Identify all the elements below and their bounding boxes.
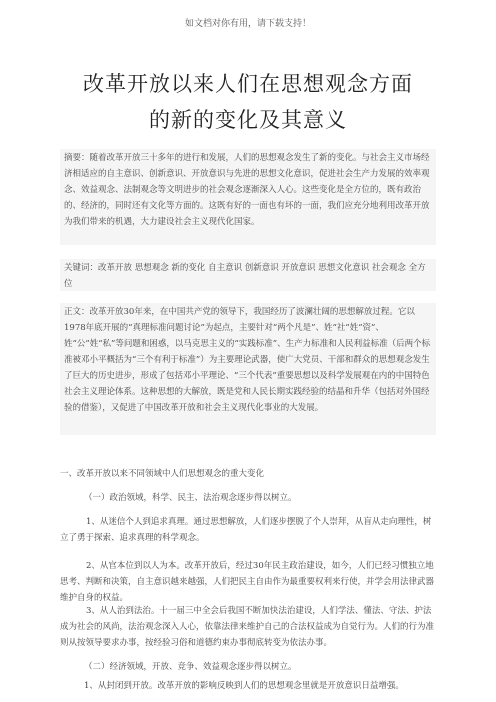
- main-text-block: 正文：改革开放30年来，在中国共产党的领导下，我国经历了波澜壮阔的思想解放过程。它以1978年底开展的“真理标准问题讨论”为起点，主要针对“两个凡是”、姓“社”姓“资”、姓“公”姓“私”等问题和困惑，以马克思主义的“实践标准”、生产力标准和人民利益标准（后两个标准被邓小平概括为“三个有利于标准”）为主要理论武器，使广大党员、干部和群众的思想观念发生了巨大的历史进步，形成了包括邓小平理论、“三个代表”重要思想以及科学发展观在内的中国特色社会主义理论体系。这种思想的大解放，既是党和人民长期实践经验的结晶和升华（包括对外国经验的借鉴），又促进了中国改革开放和社会主义现代化事业的大发展。: [60, 303, 436, 435]
- abstract-block: 摘要：随着改革开放三十多年的进行和发展，人们的思想观念发生了新的变化。与社会主义市场经济相适应的自主意识、创新意识、开放意识与先进的思想文化意识，促进社会生产力发展的效率观念、效益观念、法制观念等文明进步的社会观念逐渐深入人心。这些变化是全方位的，既有政治的、经济的，同时还有文化等方面的。这既有好的一面也有坏的一面，我们应充分地利用改革开放为我们带来的机遇，大力建设社会主义现代化国家。: [60, 149, 436, 245]
- paragraph-4: 1、从封闭到开放。改革开放的影响反映到人们的思想观念里就是开放意识日益增强。: [84, 681, 404, 691]
- section-heading: 一、改革开放以来不同领域中人们思想观念的重大变化: [60, 469, 265, 479]
- title-line-2: 的新的变化及其意义: [149, 108, 347, 132]
- paragraph-3: 3、从人治到法治。十一届三中全会后我国不断加快法治建设，人们学法、懂法、守法、护法成为社会的风尚，法治观念深入人心，依靠法律来维护自己的合法权益成为自觉行为。人们的行为准则从按领导要求办事，按经验习俗和道德约束办事彻底转变为依法办事。: [60, 606, 435, 648]
- subsection-heading-2: （二）经济领域，开放、竞争、效益观念逐步得以树立。: [84, 662, 297, 672]
- header-note: 如文档对你有用，请下载支持！: [184, 19, 311, 29]
- paragraph-2: 2、从官本位到以人为本。改革开放后，经过30年民主政治建设，如今，人们已经习惯独立地思考、判断和决策，自主意识越来越强，人们把民主自由作为最重要权利来行使，并学会用法律武器维护自身的权益。: [60, 561, 435, 603]
- subsection-heading-1: （一）政治领域，科学、民主、法治观念逐步得以树立。: [84, 493, 297, 503]
- title-line-1: 改革开放以来人们在思想观念方面: [83, 72, 413, 96]
- paragraph-1: 1、从迷信个人到追求真理。通过思想解放，人们逐步摆脱了个人崇拜，从盲从走向理性，树立了勇于探索、追求真理的科学观念。: [60, 517, 432, 543]
- keywords-block: 关键词：改革开放 思想观念 新的变化 自主意识 创新意识 开放意识 思想文化意识 社会观念 全方位: [60, 259, 436, 291]
